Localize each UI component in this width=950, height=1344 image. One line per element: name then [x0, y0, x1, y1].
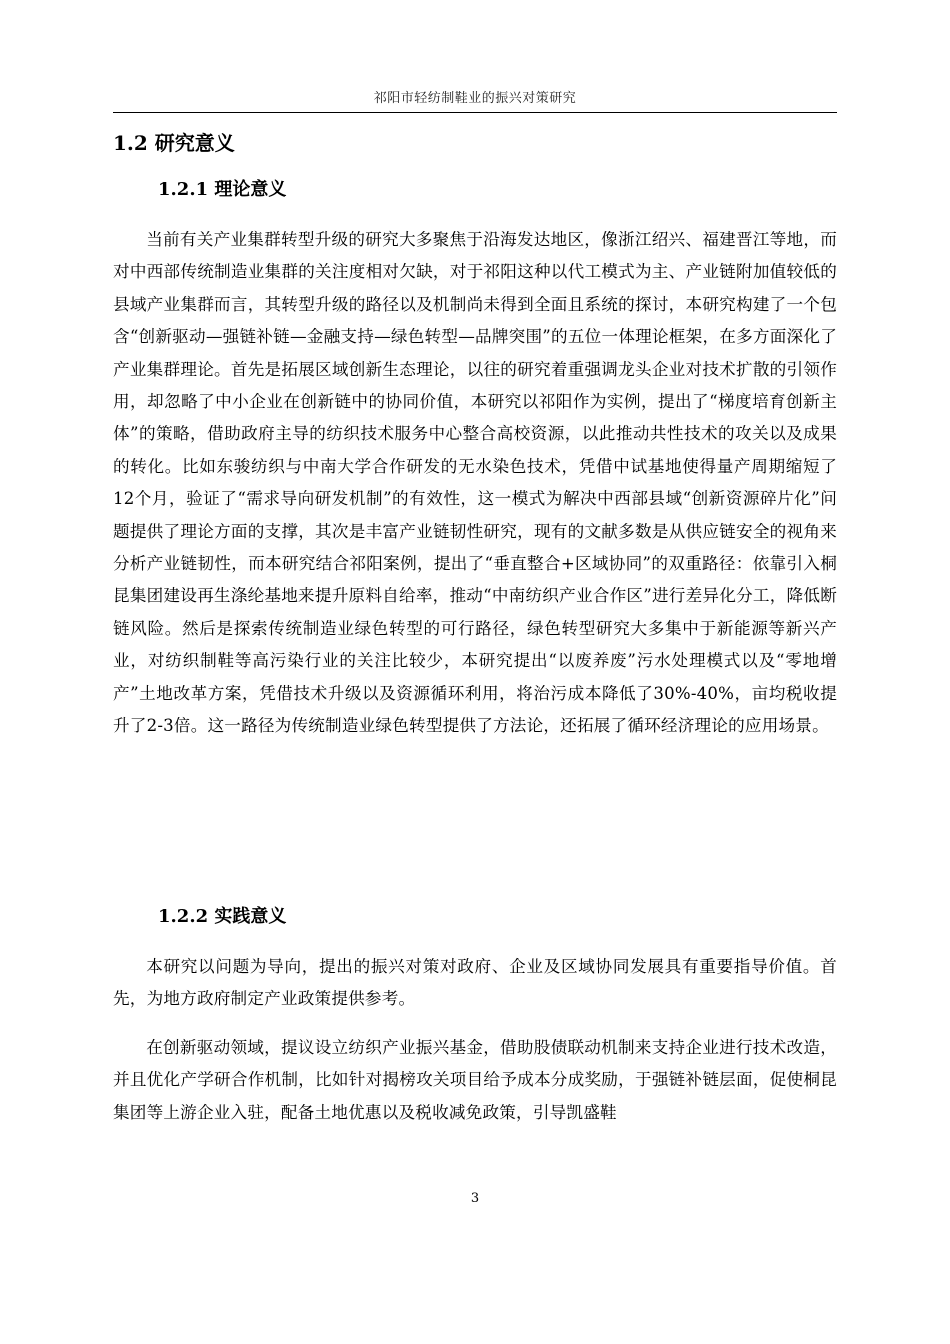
subsection-heading-theory: 1.2.1 理论意义	[158, 179, 287, 200]
running-header: 祁阳市轻纺制鞋业的振兴对策研究	[373, 91, 577, 106]
paragraph-practice-intro: 本研究以问题为导向，提出的振兴对策对政府、企业及区域协同发展具有重要指导价值。首先，为地方政府制定产业政策提供参考。	[113, 957, 837, 1009]
subsection-heading-practice: 1.2.2 实践意义	[158, 906, 287, 927]
section-heading: 1.2 研究意义	[113, 131, 235, 155]
page-number: 3	[470, 1191, 480, 1206]
paragraph-practice-innovation: 在创新驱动领域，提议设立纺织产业振兴基金，借助股债联动机制来支持企业进行技术改造，并且优化产学研合作机制，比如针对揭榜攻关项目给予成本分成奖励，于强链补链层面，促使桐昆集团等上游企业入驻，配备土地优惠以及税收减免政策，引导凯盛鞋	[113, 1038, 837, 1122]
paragraph-theory-significance: 当前有关产业集群转型升级的研究大多聚焦于沿海发达地区，像浙江绍兴、福建晋江等地，而对中西部传统制造业集群的关注度相对欠缺，对于祁阳这种以代工模式为主、产业链附加值较低的县域产业集群而言，其转型升级的路径以及机制尚未得到全面且系统的探讨，本研究构建了一个包含“创新驱动—强链补链—金融支持—绿色转型—品牌突围”的五位一体理论框架，在多方面深化了产业集群理论。首先是拓展区域创新生态理论，以往的研究着重强调龙头企业对技术扩散的引领作用，却忽略了中小企业在创新链中的协同价值，本研究以祁阳作为实例，提出了“梯度培育创新主体”的策略，借助政府主导的纺织技术服务中心整合高校资源，以此推动共性技术的攻关以及成果的转化。比如东骏纺织与中南大学合作研发的无水染色技术，凭借中试基地使得量产周期缩短了12个月，验证了“需求导向研发机制”的有效性，这一模式为解决中西部县域“创新资源碎片化”问题提供了理论方面的支撑，其次是丰富产业链韧性研究，现有的文献多数是从供应链安全的视角来分析产业链韧性，而本研究结合祁阳案例，提出了“垂直整合+区域协同”的双重路径：依靠引入桐昆集团建设再生涤纶基地来提升原料自给率，推动“中南纺织产业合作区”进行差异化分工，降低断链风险。然后是探索传统制造业绿色转型的可行路径，绿色转型研究大多集中于新能源等新兴产业，对纺织制鞋等高污染行业的关注比较少，本研究提出“以废养废”污水处理模式以及“零地增产”土地改革方案，凭借技术升级以及资源循环利用，将治污成本降低了30%-40%，亩均税收提升了2-3倍。这一路径为传统制造业绿色转型提供了方法论，还拓展了循环经济理论的应用场景。	[113, 230, 837, 736]
header-rule	[113, 112, 837, 113]
